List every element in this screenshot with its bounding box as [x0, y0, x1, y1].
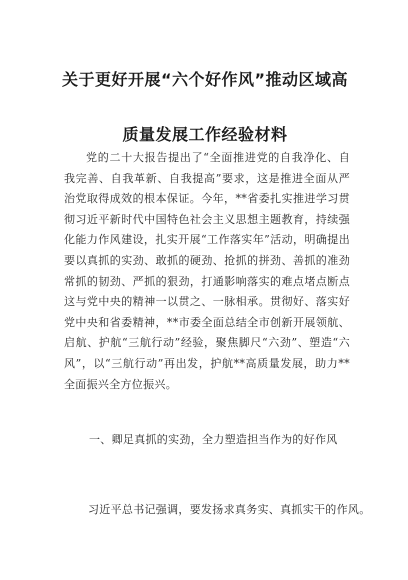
section-1-paragraph: 习近平总书记强调，要发扬求真务实、真抓实干的作风。 — [88, 503, 371, 516]
intro-paragraph: 党的二十大报告提出了“全面推进党的自我净化、自我完善、自我革新、自我提高”要求，这是推进全面从严治党取得成效的根本保证。今年，**省委扎实推进学习贯彻习近平新时代中国特色社会主义思想主题教育，持续强化能力作风建设，扎实开展“工作落实年”活动，明确提出要以真抓的实劲、敢抓的硬劲、抢抓的拼劲、善抓的准劲常抓的韧劲、严抓的狠劲，打通影响落实的难点堵点断点这与党中央的精神一以贯之、一脉相承。贯彻好、落实好党中央和省委精神，**市委全面总结全市创新开展领航、启航、护航“三航行动”经验，聚焦脚尺“六劲”、塑造“六风”，以“三航行动”再出发，护航**高质量发展，助力**全面振兴全方位振兴。 — [64, 151, 350, 391]
section-1-heading: 一、卿足真抓的实劲，全力塑造担当作为的好作风 — [89, 433, 338, 446]
document-title-line-1: 关于更好开展“六个好作风”推动区域高 — [61, 70, 349, 89]
document-title-line-2: 质量发展工作经验材料 — [122, 125, 288, 144]
